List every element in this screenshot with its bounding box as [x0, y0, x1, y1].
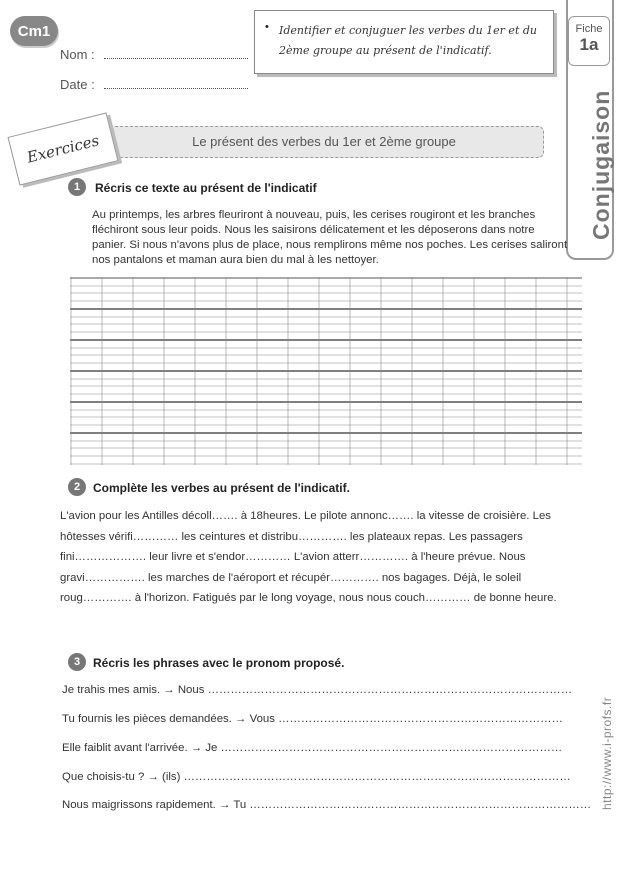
objective-box: [254, 10, 554, 74]
writing-grid[interactable]: [70, 277, 582, 465]
page-title: Le présent des verbes du 1er et 2ème groupe: [104, 126, 544, 158]
exercise-3-number: 3: [68, 653, 86, 671]
level-badge: Cm1: [10, 16, 58, 46]
exercise-2-text[interactable]: L'avion pour les Antilles décoll……. à 18heures. Le pilote annonc……. la vitesse de croisière. Les hôtesses vérifi………… les ceintures et distribu…………. les plateaux repas. Les passagers fini………………. leur livre et s'endor………… L'avion atterr…………. à l'heure prévue. Nous gravi……………. les marches de l'aéroport et récupér…………. nos bagages. Déjà, le soleil roug…………. à l'horizon. Fatigués par le long voyage, nous nous couch………… de bonne heure.: [60, 510, 557, 604]
name-field[interactable]: [104, 58, 248, 59]
fiche-label: Fiche: [575, 23, 603, 35]
name-label: Nom :: [60, 47, 95, 62]
sentence-4[interactable]: Que choisis-tu ? → (ils) …………………………………………………………………………………………: [62, 771, 571, 783]
exercise-1-instruction: Récris ce texte au présent de l'indicatif: [95, 181, 317, 195]
footer-url: http://www.i-profs.fr: [600, 696, 614, 810]
exercise-3-instruction: Récris les phrases avec le pronom proposé.: [93, 656, 345, 670]
sentence-1[interactable]: Je trahis mes amis. → Nous ……………………………………………………………………………………: [62, 684, 573, 696]
fiche-box: [568, 16, 610, 66]
date-field[interactable]: [104, 88, 248, 89]
exercise-1-number: 1: [68, 178, 86, 196]
sentence-3[interactable]: Elle faiblit avant l'arrivée. → Je ………………………………………………………………………………: [62, 742, 563, 754]
bullet-icon: •: [265, 21, 269, 33]
sentence-2[interactable]: Tu fournis les pièces demandées. → Vous …………………………………………………………………: [62, 713, 563, 725]
exercise-1-text: Au printemps, les arbres fleuriront à nouveau, puis, les cerises rougiront et les branches fléchiront sous leur poids. Nous les saisirons délicatement et les déposerons dans notre panier. Si nous n'avons plus de place, nous remplirons même nos poches. Les cerises saliront nos pantalons et maman aura bien du mal à les nettoyer.: [92, 209, 568, 266]
exercise-2-instruction: Complète les verbes au présent de l'indicatif.: [93, 481, 350, 495]
exercises-card: Exercices: [7, 112, 118, 185]
fiche-number: 1a: [579, 35, 599, 54]
exercise-2-number: 2: [68, 478, 86, 496]
subject-title: Conjugaison: [588, 89, 614, 240]
sentence-5[interactable]: Nous maigrissons rapidement. → Tu ………………………………………………………………………………: [62, 799, 592, 811]
date-label: Date :: [60, 77, 95, 92]
objective-text: Identifier et conjuguer les verbes du 1er et du 2ème groupe au présent de l'indicatif.: [279, 24, 537, 57]
